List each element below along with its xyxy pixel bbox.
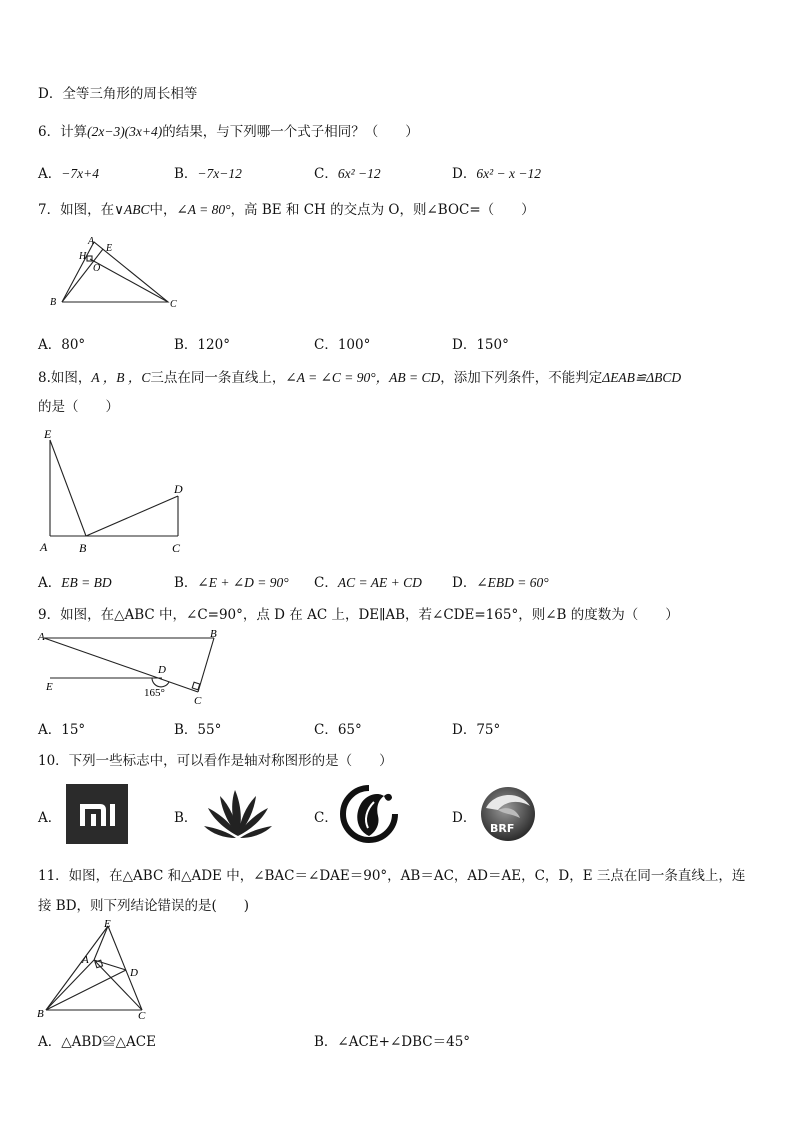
q11-stem-line1: 11．如图，在△ABC 和△ADE 中，∠BAC＝∠DAE＝90°，AB＝AC，AD＝AE，C，D，E 三点在同一条直线上，连 — [38, 868, 746, 884]
q9-option-a: A．15° — [38, 722, 86, 738]
q7-option-c: C．100° — [314, 337, 371, 353]
q9-label-angle: 165° — [144, 687, 165, 699]
q6-expression: (2x−3)(3x+4) — [87, 124, 163, 139]
q8-label-c: C — [172, 541, 181, 555]
q8-option-d: D．∠EBD = 60° — [452, 575, 549, 591]
q7-label-c: C — [170, 299, 177, 310]
q6-prefix: 6．计算 — [38, 124, 88, 140]
huawei-logo — [202, 786, 274, 844]
q7-option-a: A．80° — [38, 337, 86, 353]
q11-segment-bd — [46, 970, 126, 1010]
q11-segment-eb — [46, 926, 108, 1010]
q9-stem: 9．如图，在△ABC 中，∠C=90°，点 D 在 AC 上，DE∥AB，若∠CDE=165°，则∠B 的度数为（ ） — [38, 607, 679, 623]
q11-right-angle-a — [95, 960, 103, 968]
q9-label-e: E — [46, 681, 53, 693]
q7-label-h: H — [79, 251, 87, 262]
q8-option-b: B．∠E + ∠D = 90° — [174, 575, 289, 591]
q9-option-d: D．75° — [452, 722, 501, 738]
q10-option-b: B． — [174, 810, 198, 826]
leaf-circle-logo — [338, 784, 400, 844]
q9-option-b: B．55° — [174, 722, 222, 738]
q7-stem: 7．如图，在∨ABC中，∠A = 80°，高 BE 和 CH 的交点为 O，则∠BOC=（ ） — [38, 202, 535, 218]
q9-right-angle-c — [192, 682, 200, 690]
q11-option-a: A．△ABD≌△ACE — [38, 1034, 156, 1050]
q11-label-a: A — [82, 954, 89, 966]
q11-segment-ab — [46, 960, 94, 1010]
q8-label-b: B — [79, 541, 87, 555]
q8-label-e: E — [44, 427, 52, 441]
q8-label-a: A — [40, 540, 48, 554]
q9-label-a: A — [38, 631, 45, 643]
q10-option-d: D． — [452, 810, 477, 826]
q11-figure — [34, 918, 159, 1020]
q7-option-b: B．120° — [174, 337, 230, 353]
q6-option-b: B．−7x−12 — [174, 166, 242, 182]
q9-figure — [36, 626, 226, 708]
brf-logo-text: BRF — [490, 822, 515, 835]
q11-option-b: B．∠ACE+∠DBC＝45° — [314, 1034, 471, 1050]
q11-label-e: E — [104, 918, 111, 930]
q9-label-c: C — [194, 695, 202, 707]
q8-figure — [34, 424, 194, 559]
q7-label-o: O — [93, 263, 101, 274]
q8-option-a: A．EB = BD — [38, 575, 112, 591]
q10-stem: 10．下列一些标志中，可以看作是轴对称图形的是（ ） — [38, 753, 393, 769]
q7-option-d: D．150° — [452, 337, 509, 353]
q8-segment-eb — [50, 440, 86, 536]
q6-option-c: C．6x² −12 — [314, 166, 381, 182]
q6-option-a: A．−7x+4 — [38, 166, 99, 182]
q9-label-b: B — [210, 628, 217, 640]
q7-label-b: B — [50, 297, 57, 308]
q10-option-c: C． — [314, 810, 338, 826]
q8-stem-line2: 的是（ ） — [38, 399, 119, 415]
q9-label-d: D — [158, 664, 166, 676]
q7-label-e: E — [106, 243, 113, 254]
q6-suffix: 的结果，与下列哪一个式子相同？（ ） — [162, 124, 419, 140]
q9-option-c: C．65° — [314, 722, 362, 738]
q7-figure — [44, 232, 194, 312]
q8-stem-line1: 8.如图，A ，B ，C三点在同一条直线上，∠A = ∠C = 90°，AB = CD，添加下列条件，不能判定ΔEAB≌ΔBCD — [38, 370, 682, 386]
q11-label-c: C — [138, 1010, 146, 1020]
q6-stem — [38, 120, 419, 140]
q8-segment-bd — [86, 496, 178, 536]
brf-logo — [476, 784, 540, 844]
mi-logo — [66, 784, 128, 844]
q11-stem-line2: 接 BD，则下列结论错误的是( ) — [38, 898, 250, 914]
q5-option-d: D．全等三角形的周长相等 — [38, 86, 198, 102]
q11-label-b: B — [37, 1008, 44, 1020]
q7-triangle: ∨ABC — [114, 202, 150, 217]
q10-option-a: A． — [38, 810, 62, 826]
q11-label-d: D — [130, 967, 138, 979]
q9-segment-ac — [44, 638, 198, 692]
q7-condition: ∠A = 80° — [176, 202, 231, 217]
q8-label-d: D — [174, 482, 183, 496]
q7-altitude-ch — [90, 259, 168, 302]
q6-option-d: D．6x² − x −12 — [452, 166, 541, 182]
q8-option-c: C．AC = AE + CD — [314, 575, 422, 591]
q7-label-a: A — [88, 236, 95, 247]
